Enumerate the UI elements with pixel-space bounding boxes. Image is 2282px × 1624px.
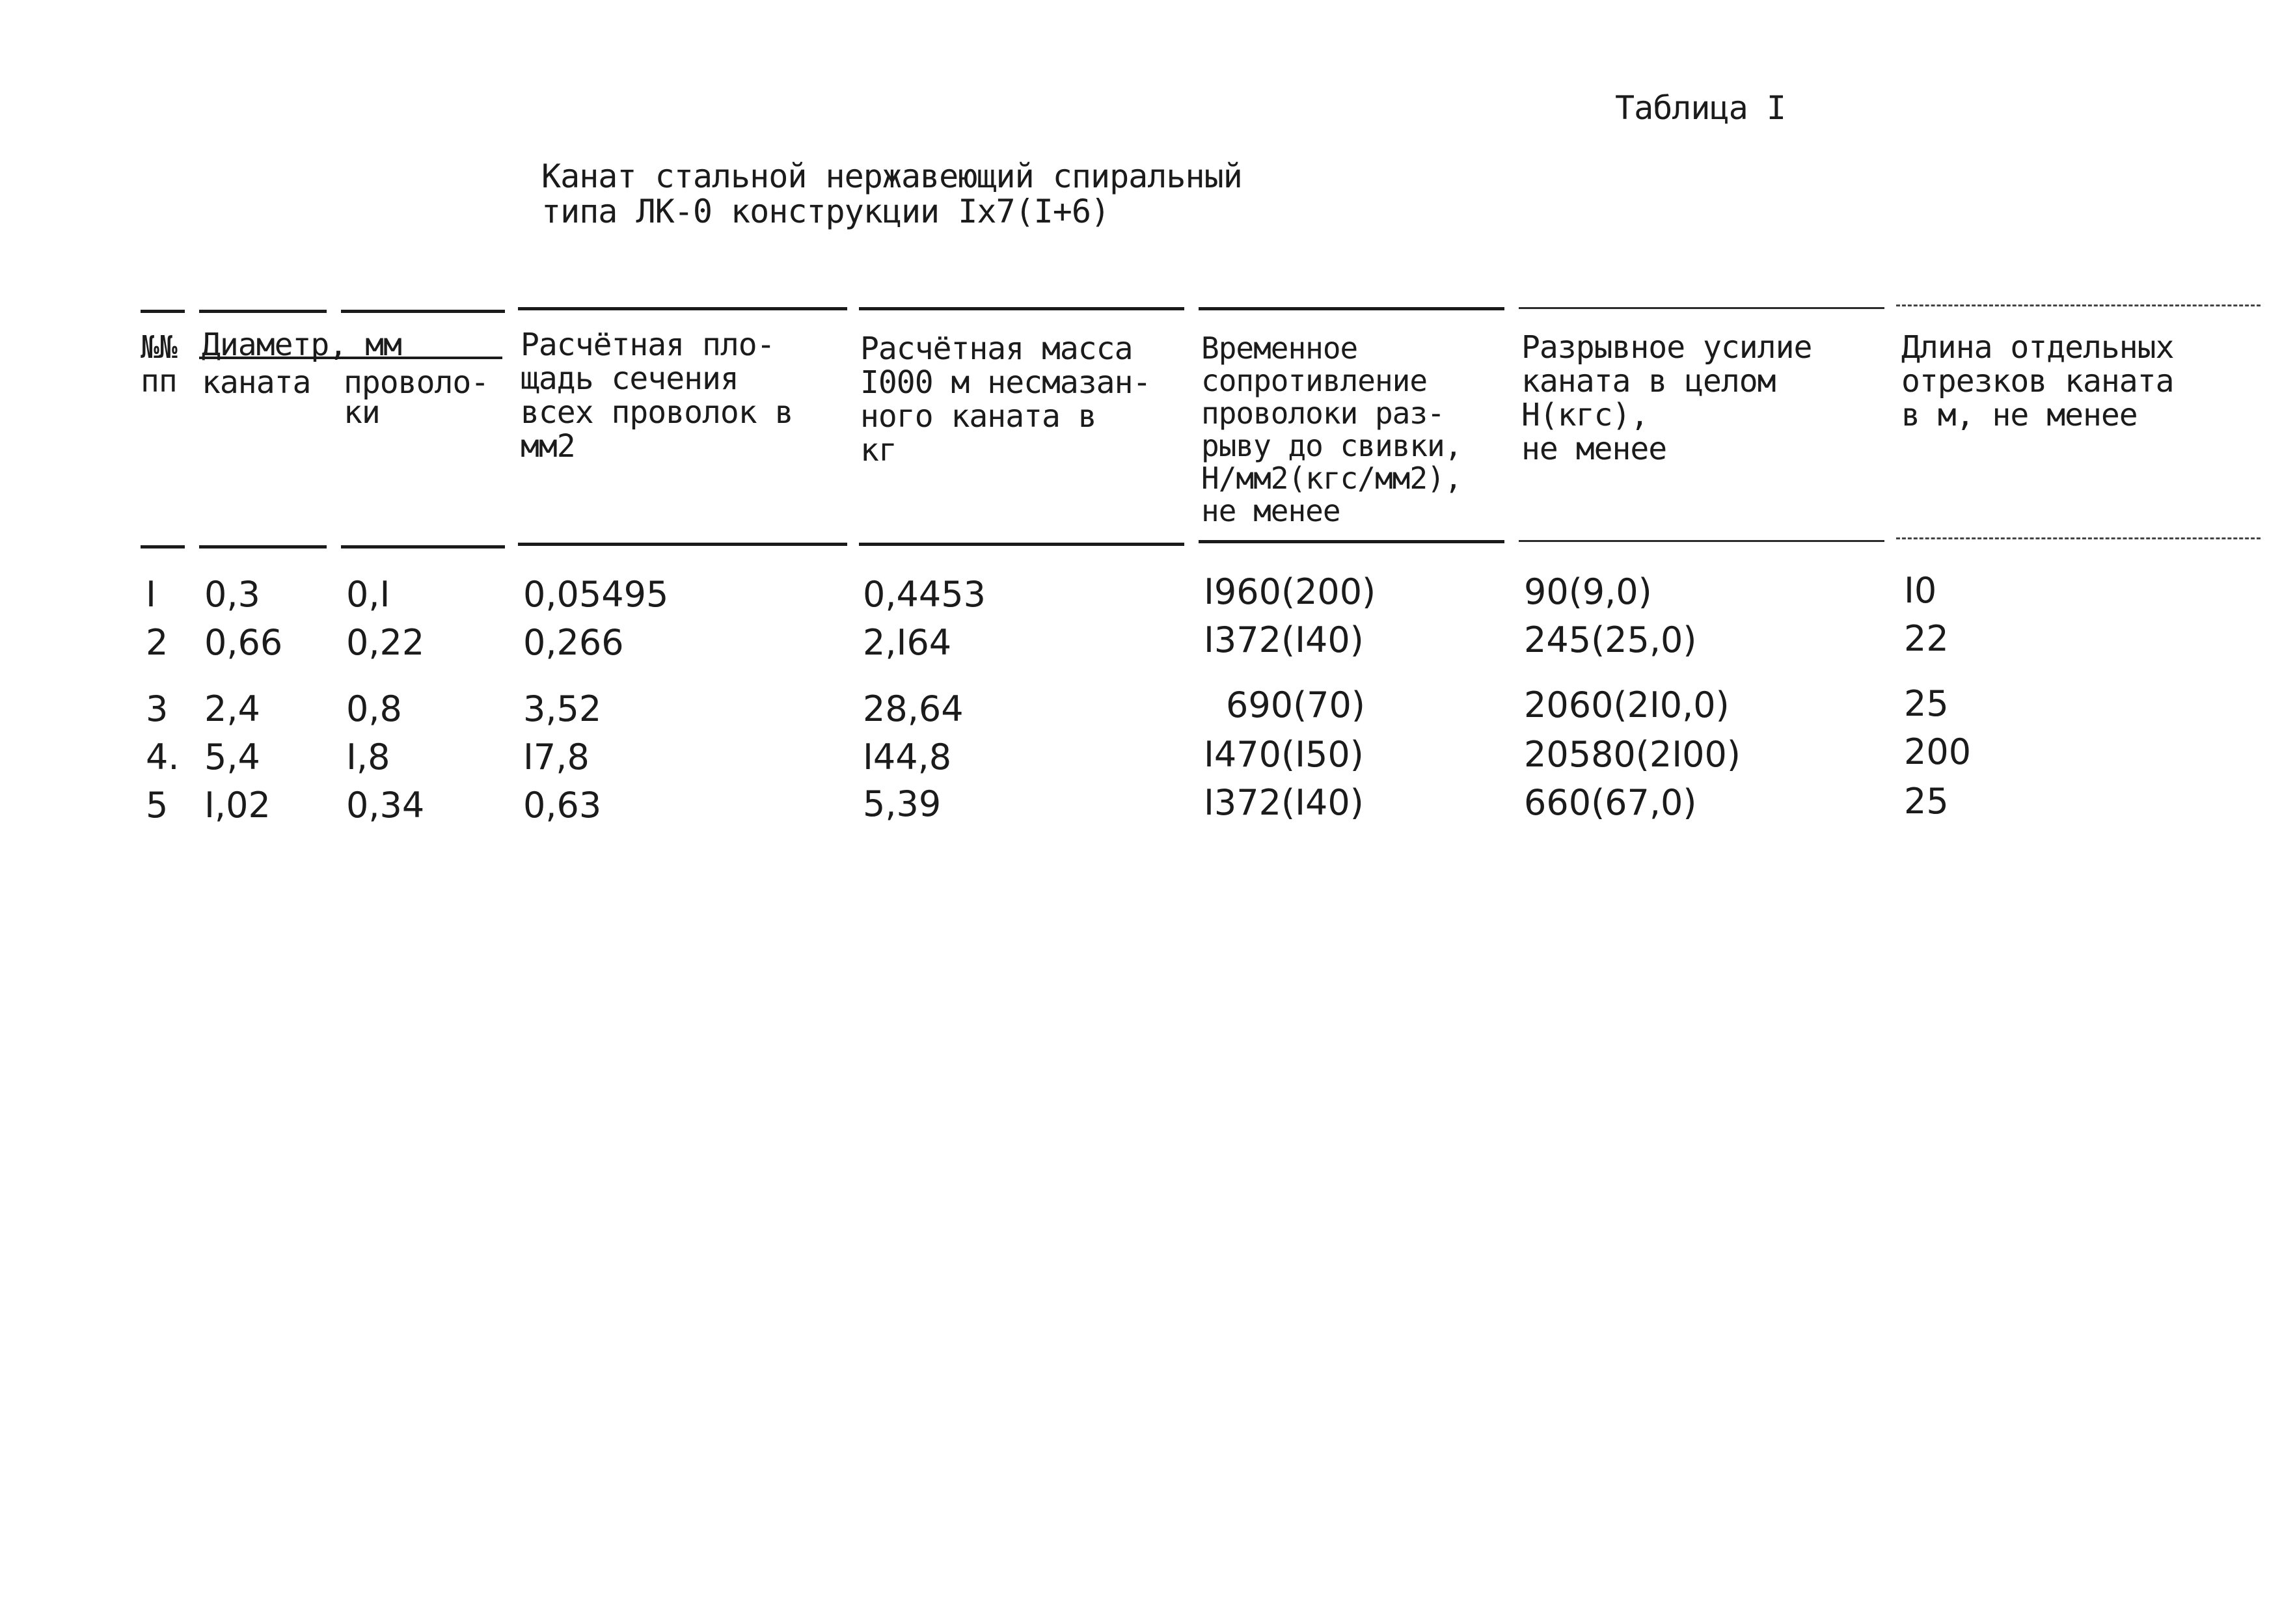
bottom-rule-strength (1199, 540, 1504, 543)
header-length (1901, 331, 2173, 432)
header-mass-line-3: ного каната в (860, 398, 1096, 435)
top-rule-mass (859, 307, 1184, 310)
top-rule-area (518, 307, 847, 310)
row-1-strength: I960(200) (1204, 571, 1376, 612)
table-number: Таблица I (1615, 89, 1786, 127)
header-breaking-line-4: не менее (1521, 431, 1667, 467)
row-5-breaking: 660(67,0) (1524, 782, 1697, 823)
header-area-line-1: Расчётная пло- (521, 327, 775, 363)
header-wire-line-1: проволо- (344, 364, 489, 401)
row-1-rope: 0,3 (204, 574, 260, 615)
row-2-mass: 2,I64 (863, 622, 952, 663)
row-2-wire: 0,22 (346, 622, 425, 663)
title-line-1: Канат стальной нержавеющий спиральный (541, 157, 1242, 195)
bottom-rule-rope (199, 545, 327, 548)
document-title (541, 159, 1242, 229)
header-wire-line-2: ки (344, 394, 380, 431)
header-breaking-line-3: Н(кгс), (1521, 397, 1649, 433)
header-area-line-2: щадь сечения (521, 360, 739, 397)
row-2-strength: I372(I40) (1204, 619, 1364, 660)
header-strength (1201, 332, 1461, 527)
top-rule-num (141, 310, 185, 313)
row-4-mass: I44,8 (863, 737, 952, 778)
top-rule-wire (341, 310, 505, 313)
header-mass-line-1: Расчётная масса (860, 331, 1133, 367)
header-breaking (1521, 331, 1812, 466)
header-diameter-group: Диаметр, мм (202, 327, 401, 363)
row-3-rope: 2,4 (204, 688, 260, 729)
row-4-area: I7,8 (523, 737, 590, 778)
header-strength-line-1: Временное (1201, 331, 1358, 366)
header-length-line-3: в м, не менее (1901, 397, 2138, 433)
row-5-num: 5 (146, 785, 169, 826)
header-strength-line-4: рыву до свивки, (1201, 428, 1462, 463)
row-5-length: 25 (1904, 781, 1949, 822)
row-3-strength: 690(70) (1226, 684, 1365, 725)
header-strength-line-3: проволоки раз- (1201, 396, 1445, 431)
row-4-num: 4. (146, 737, 180, 778)
row-1-length: I0 (1904, 570, 1937, 611)
row-2-rope: 0,66 (204, 622, 283, 663)
header-num-line-1: №№ (141, 329, 177, 366)
row-3-area: 3,52 (523, 688, 602, 729)
row-5-wire: 0,34 (346, 785, 425, 826)
header-mass-line-4: кг (860, 432, 897, 468)
row-3-wire: 0,8 (346, 688, 402, 729)
row-3-breaking: 2060(2I0,0) (1524, 684, 1730, 725)
bottom-rule-breaking (1519, 540, 1884, 542)
diameter-group-underline (199, 357, 502, 359)
row-3-length: 25 (1904, 683, 1949, 724)
bottom-rule-mass (859, 543, 1184, 546)
bottom-rule-wire (341, 545, 505, 548)
header-num (141, 331, 177, 398)
header-rope: каната (202, 364, 311, 401)
top-rule-length (1896, 304, 2261, 306)
row-1-mass: 0,4453 (863, 574, 986, 615)
row-2-num: 2 (146, 622, 169, 663)
header-wire (344, 364, 489, 431)
row-2-length: 22 (1904, 618, 1949, 659)
bottom-rule-num (141, 545, 185, 548)
row-5-rope: I,02 (204, 785, 271, 826)
header-num-line-2: пп (141, 363, 177, 399)
row-4-length: 200 (1904, 731, 1972, 772)
header-breaking-line-2: каната в целом (1521, 363, 1776, 399)
bottom-rule-length (1896, 537, 2261, 539)
row-3-num: 3 (146, 688, 169, 729)
header-area (521, 328, 793, 463)
header-strength-line-6: не менее (1201, 493, 1340, 528)
bottom-rule-area (518, 543, 847, 546)
row-5-strength: I372(I40) (1204, 782, 1364, 823)
row-4-wire: I,8 (346, 737, 390, 778)
header-mass (860, 332, 1150, 467)
header-strength-line-5: Н/мм2(кгс/мм2), (1201, 461, 1462, 496)
header-mass-line-2: I000 м несмазан- (860, 364, 1151, 401)
header-strength-line-2: сопротивление (1201, 363, 1428, 398)
row-4-strength: I470(I50) (1204, 734, 1364, 775)
header-area-line-4: мм2 (521, 428, 575, 465)
header-area-line-3: всех проволок в (521, 394, 793, 431)
header-breaking-line-1: Разрывное усилие (1521, 329, 1812, 366)
row-4-rope: 5,4 (204, 737, 260, 778)
row-5-area: 0,63 (523, 785, 602, 826)
title-line-2: типа ЛК-0 конструкции Iх7(I+6) (541, 193, 1110, 230)
row-3-mass: 28,64 (863, 688, 964, 729)
row-1-breaking: 90(9,0) (1524, 571, 1652, 612)
row-2-area: 0,266 (523, 622, 624, 663)
top-rule-breaking (1519, 307, 1884, 309)
row-2-breaking: 245(25,0) (1524, 619, 1697, 660)
header-length-line-1: Длина отдельных (1901, 329, 2174, 366)
row-1-area: 0,05495 (523, 574, 669, 615)
row-1-wire: 0,I (346, 574, 390, 615)
row-4-breaking: 20580(2I00) (1524, 734, 1741, 775)
top-rule-strength (1199, 307, 1504, 310)
header-length-line-2: отрезков каната (1901, 363, 2174, 399)
row-1-num: I (146, 574, 156, 615)
top-rule-rope (199, 310, 327, 313)
row-5-mass: 5,39 (863, 783, 942, 824)
